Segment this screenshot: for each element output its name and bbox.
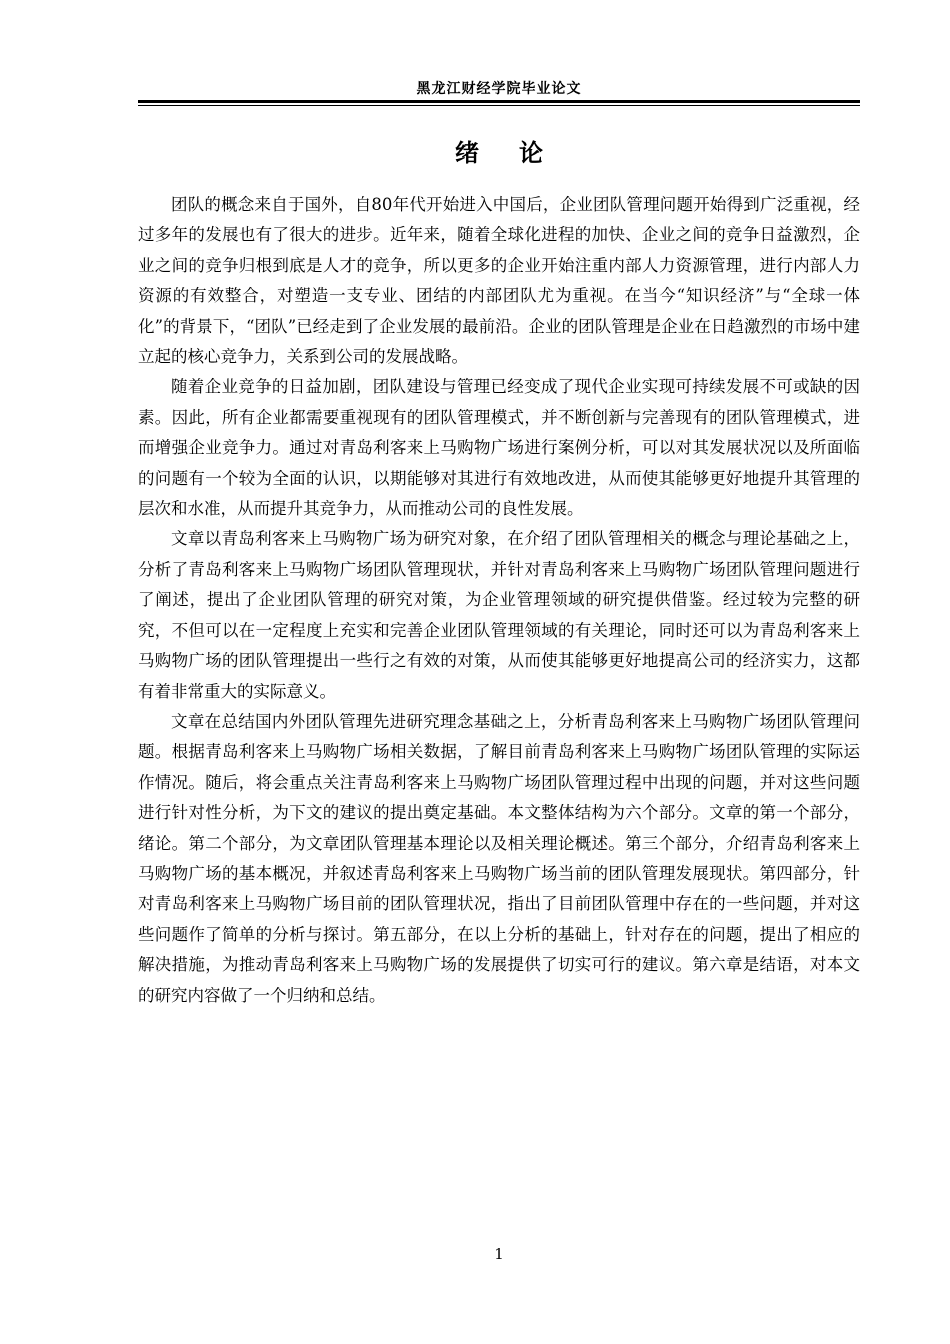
paragraph: 团队的概念来自于国外，自80年代开始进入中国后，企业团队管理问题开始得到广泛重视，经过多年的发展也有了很大的进步。近年来，随着全球化进程的加快、企业之间的竞争日益激烈，企业之间的竞争归根到底是人才的竞争，所以更多的企业开始注重内部人力资源管理，进行内部人力资源的有效整合，对塑造一支专业、团结的内部团队尤为重视。在当今“知识经济”与“全球一体化”的背景下，“团队”已经走到了企业发展的最前沿。企业的团队管理是企业在日趋激烈的市场中建立起的核心竞争力，关系到公司的发展战略。 [138,195,860,367]
paragraph: 随着企业竞争的日益加剧，团队建设与管理已经变成了现代企业实现可持续发展不可或缺的因素。因此，所有企业都需要重视现有的团队管理模式，并不断创新与完善现有的团队管理模式，进而增强企业竞争力。通过对青岛利客来上马购物广场进行案例分析，可以对其发展状况以及所面临的问题有一个较为全面的认识，以期能够对其进行有效地改进，从而使其能够更好地提升其管理的层次和水准，从而提升其竞争力，从而推动公司的良性发展。 [138,377,860,519]
page-number: 1 [494,1245,504,1263]
chapter-title: 绪论 [455,138,583,167]
paragraph: 文章在总结国内外团队管理先进研究理念基础之上，分析青岛利客来上马购物广场团队管理问题。根据青岛利客来上马购物广场相关数据，了解目前青岛利客来上马购物广场团队管理的实际运作情况。随后，将会重点关注青岛利客来上马购物广场团队管理过程中出现的问题，并对这些问题进行针对性分析，为下文的建议的提出奠定基础。本文整体结构为六个部分。文章的第一个部分，绪论。第二个部分，为文章团队管理基本理论以及相关理论概述。第三个部分，介绍青岛利客来上马购物广场的基本概况，并叙述青岛利客来上马购物广场当前的团队管理发展现状。第四部分，针对青岛利客来上马购物广场目前的团队管理状况，指出了目前团队管理中存在的一些问题，并对这些问题作了简单的分析与探讨。第五部分，在以上分析的基础上，针对存在的问题，提出了相应的解决措施，为推动青岛利客来上马购物广场的发展提供了切实可行的建议。第六章是结语，对本文的研究内容做了一个归纳和总结。 [138,711,860,1005]
body-text [138,190,860,1011]
running-header: 黑龙江财经学院毕业论文 [416,81,582,97]
header-rule-thin [138,105,860,106]
paragraph: 文章以青岛利客来上马购物广场为研究对象，在介绍了团队管理相关的概念与理论基础之上，分析了青岛利客来上马购物广场团队管理现状，并针对青岛利客来上马购物广场团队管理问题进行了阐述，提出了企业团队管理的研究对策，为企业管理领域的研究提供借鉴。经过较为完整的研究，不但可以在一定程度上充实和完善企业团队管理领域的有关理论，同时还可以为青岛利客来上马购物广场的团队管理提出一些行之有效的对策，从而使其能够更好地提高公司的经济实力，这都有着非常重大的实际意义。 [138,529,860,701]
header-rule-thick [138,100,860,103]
